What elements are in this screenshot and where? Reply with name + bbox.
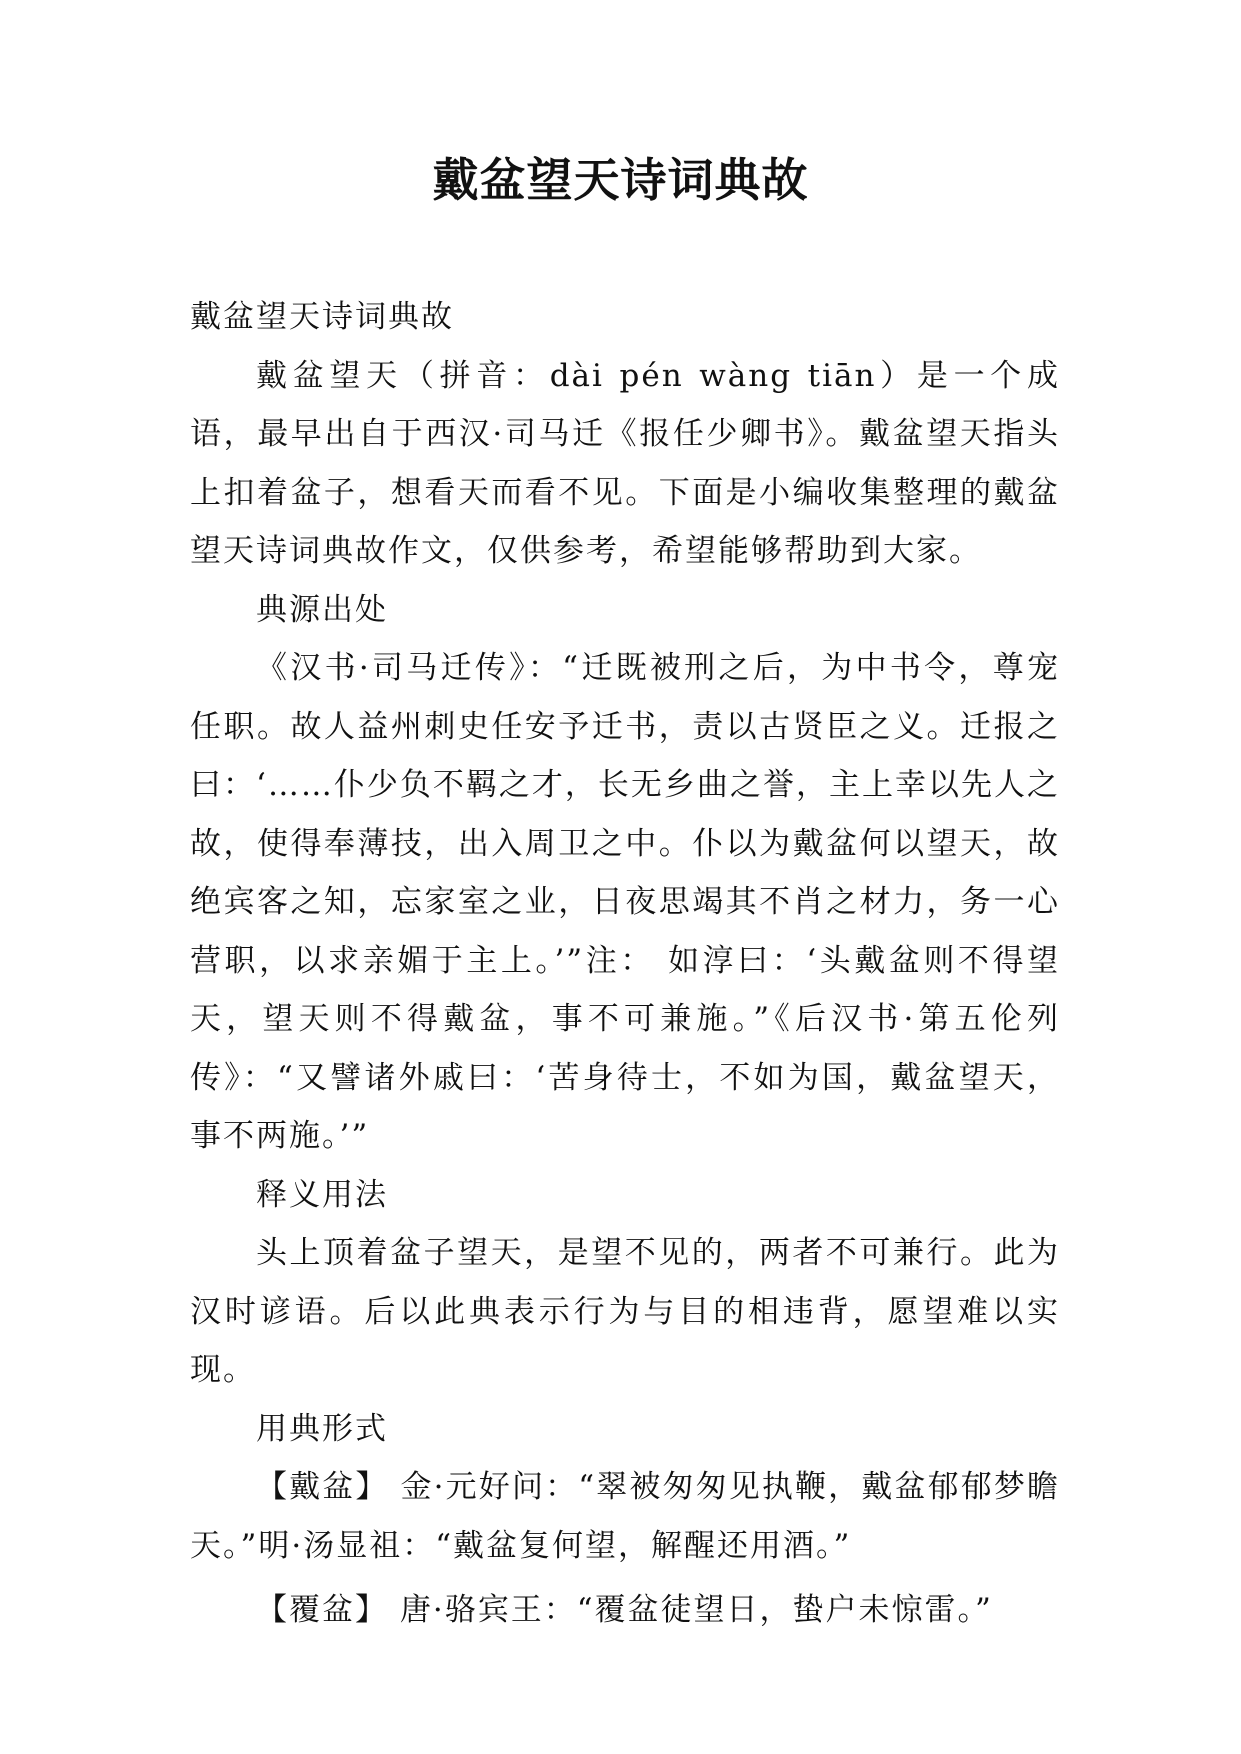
section-heading-usage: 用典形式 [256, 1410, 388, 1447]
meaning-paragraph: 头上顶着盆子望天，是望不见的，两者不可兼行。此为汉时谚语。后以此典表示行为与目的相违背，愿望难以实现。 [190, 1235, 1060, 1388]
document-body [190, 288, 1060, 1640]
usage-paragraph-daipen: 【戴盆】 金·元好问：“翠被匆匆见执鞭，戴盆郁郁梦瞻天。”明·汤显祖：“戴盆复何望，解醒还用酒。” [190, 1469, 1060, 1564]
section-heading-meaning: 释义用法 [256, 1176, 388, 1213]
usage-paragraph-fupen: 【覆盆】 唐·骆宾王：“覆盆徒望日，蛰户未惊雷。” [256, 1592, 993, 1628]
intro-paragraph: 戴盆望天（拼音：dài pén wàng tiān）是一个成语，最早出自于西汉·司马迁《报任少卿书》。戴盆望天指头上扣着盆子，想看天而看不见。下面是小编收集整理的戴盆望天诗词典故作文，仅供参考，希望能够帮助到大家。 [190, 357, 1060, 569]
section-heading-source: 典源出处 [256, 591, 388, 628]
source-paragraph: 《汉书·司马迁传》：“迁既被刑之后，为中书令，尊宠任职。故人益州刺史任安予迁书，责以古贤臣之义。迁报之曰：‘……仆少负不羁之才，长无乡曲之誉，主上幸以先人之故，使得奉薄技，出入周卫之中。仆以为戴盆何以望天，故绝宾客之知，忘家室之业，日夜思竭其不肖之材力，务一心营职，以求亲媚于主上。’”注： 如淳曰：‘头戴盆则不得望天，望天则不得戴盆，事不可兼施。”《后汉书·第五伦列传》：“又譬诸外戚曰：‘苦身待士，不如为国，戴盆望天，事不两施。’” [190, 650, 1060, 1154]
body-heading: 戴盆望天诗词典故 [190, 299, 454, 335]
document-title: 戴盆望天诗词典故 [432, 153, 809, 207]
